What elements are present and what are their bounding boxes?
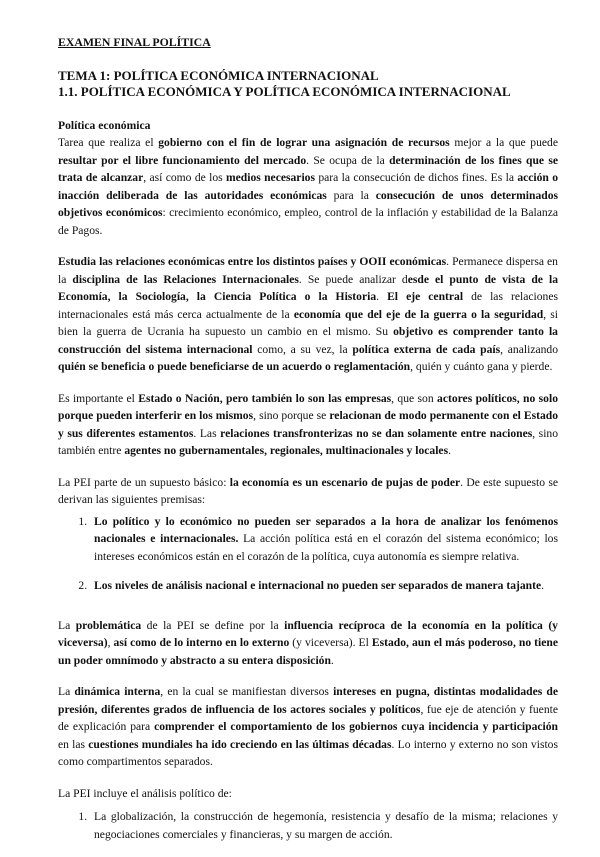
document-title: EXAMEN FINAL POLÍTICA bbox=[58, 35, 211, 49]
list-item: 2. Los niveles de análisis nacional e internacional no pueden ser separados de manera tajante. bbox=[90, 577, 558, 595]
paragraph-3: Es importante el Estado o Nación, pero también lo son las empresas, que son actores políticos, no solo porque pueden interferir en los mismos, sino porque se relacionan de modo permanente con el Estado y sus diferentes estamentos. Las relaciones transfronterizas no se dan solamente entre naciones, sino también entre agentes no gubernamentales, regionales, multinacionales y locales. bbox=[58, 391, 559, 457]
premises-list bbox=[58, 513, 558, 595]
list-item: 1. La globalización, la construcción de hegemonía, resistencia y desafío de la misma; relaciones y negociaciones comerciales y financieras, y su margen de acción. bbox=[90, 808, 558, 843]
list-item: 1. Lo político y lo económico no pueden ser separados a la hora de analizar los fenómenos nacionales e internacionales. La acción política está en el corazón del sistema económico; los intereses económicos están en el corazón de la política, cuya autonomía es siempre relativa. bbox=[90, 513, 558, 566]
subsection-title: Política económica bbox=[58, 118, 151, 132]
paragraph-1: Tarea que realiza el gobierno con el fin de lograr una asignación de recursos mejor a la que puede resultar por el libre funcionamiento del mercado. Se ocupa de la determinación de los fines que se trata de alcanzar, así como de los medios necesarios para la consecución de dichos fines. Es la acción o inacción deliberada de las autoridades económicas para la consecución de unos determinados objetivos económicos: crecimiento económico, empleo, control de la inflación y estabilidad de la Balanza de Pagos. bbox=[58, 136, 559, 237]
spacer bbox=[58, 609, 558, 617]
topic-heading: TEMA 1: POLÍTICA ECONÓMICA INTERNACIONAL bbox=[58, 67, 379, 83]
paragraph-6: La dinámica interna, en la cual se manifiestan diversos intereses en pugna, distintas modalidades de presión, diferentes grados de influencia de los actores sociales y políticos, fue eje de atención y fuente de explicación para comprender el comportamiento de los gobiernos cuya incidencia y participación en las cuestiones mundiales ha ido creciendo en las últimas décadas. Lo interno y externo no son vistos como compartimentos separados. bbox=[58, 685, 558, 768]
paragraph-2: Estudia las relaciones económicas entre los distintos países y OOII económicas. Permanece dispersa en la disciplina de las Relaciones Internacionales. Se puede analizar desde el punto de vista de la Economía, la Sociología, la Ciencia Política o la Historia. El eje central de las relaciones internacionales está más cerca actualmente de la economía que del eje de la guerra o la seguridad, si bien la guerra de Ucrania ha supuesto un cambio en el mismo. Su objetivo es comprender tanto la construcción del sistema internacional como, a su vez, la política externa de cada país, analizando quién se beneficia o puede beneficiarse de un acuerdo o reglamentación, quién y cuánto gana y pierde. bbox=[58, 255, 559, 373]
paragraph-4: La PEI parte de un supuesto básico: la economía es un escenario de pujas de poder. De este supuesto se derivan las siguientes premisas: bbox=[58, 475, 558, 506]
section-heading: 1.1. POLÍTICA ECONÓMICA Y POLÍTICA ECONÓMICA INTERNACIONAL bbox=[58, 84, 511, 99]
paragraph-7: La PEI incluye el análisis político de: bbox=[58, 786, 232, 800]
document-page bbox=[58, 34, 558, 857]
analysis-list bbox=[58, 808, 558, 843]
paragraph-5: La problemática de la PEI se define por la influencia recíproca de la economía en la política (y viceversa), así como de lo interno en lo externo (y viceversa). El Estado, aun el más poderoso, no tiene un poder omnímodo y abstracto a su entera disposición. bbox=[58, 618, 558, 667]
